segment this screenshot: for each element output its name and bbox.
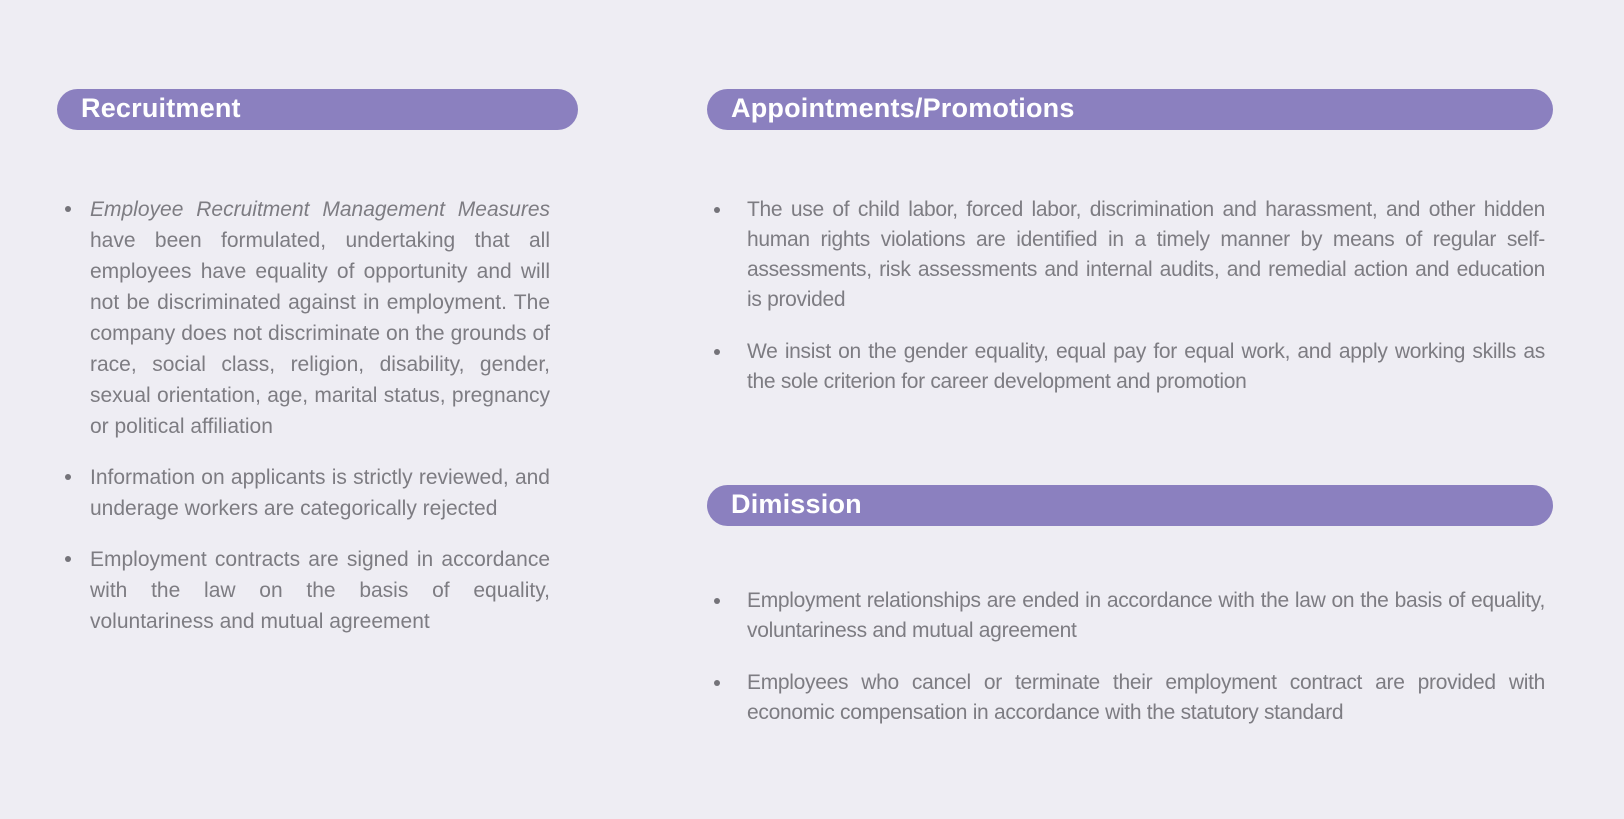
appointments-promotions-header-label: Appointments/Promotions <box>731 93 1075 123</box>
bullet-dot-icon <box>65 556 71 562</box>
section-appointments-promotions <box>707 89 1553 397</box>
appointments-promotions-header-pill <box>707 89 1553 130</box>
recruitment-header-pill <box>57 89 578 130</box>
section-dimission <box>707 485 1553 728</box>
bullet-item: Employment contracts are signed in accordance with the law on the basis of equality, voluntariness and mutual agreement <box>57 544 550 637</box>
bullet-item: Employees who cancel or terminate their employment contract are provided with economic compensation in accordance with the statutory standard <box>707 668 1545 728</box>
bullet-item: Information on applicants is strictly reviewed, and underage workers are categorically rejected <box>57 462 550 524</box>
bullet-dot-icon <box>714 349 720 355</box>
bullet-dot-icon <box>65 474 71 480</box>
appointments-promotions-bullet-list <box>707 195 1545 397</box>
section-recruitment <box>57 89 578 637</box>
recruitment-bullet-list <box>57 194 550 637</box>
bullet-dot-icon <box>714 680 720 686</box>
bullet-item: Employee Recruitment Management Measures have been formulated, undertaking that all employees have equality of opportunity and will not be discriminated against in employment. The company does not discriminate on the grounds of race, social class, religion, disability, gender, sexual orientation, age, marital status, pregnancy or political affiliation <box>57 194 550 442</box>
bullet-dot-icon <box>714 598 720 604</box>
bullet-dot-icon <box>714 207 720 213</box>
dimission-bullet-list <box>707 586 1545 728</box>
bullet-item: The use of child labor, forced labor, discrimination and harassment, and other hidden human rights violations are identified in a timely manner by means of regular self-assessments, risk assessments and internal audits, and remedial action and education is provided <box>707 195 1545 315</box>
bullet-item: Employment relationships are ended in accordance with the law on the basis of equality, voluntariness and mutual agreement <box>707 586 1545 646</box>
recruitment-header-label: Recruitment <box>81 93 241 123</box>
recruitment-column <box>57 89 578 637</box>
right-column <box>707 89 1553 728</box>
bullet-dot-icon <box>65 206 71 212</box>
dimission-header-label: Dimission <box>731 489 862 519</box>
bullet-italic-lead: Employee Recruitment Management Measures <box>90 198 550 221</box>
dimission-header-pill <box>707 485 1553 526</box>
bullet-item: We insist on the gender equality, equal pay for equal work, and apply working skills as the sole criterion for career development and promotion <box>707 337 1545 397</box>
